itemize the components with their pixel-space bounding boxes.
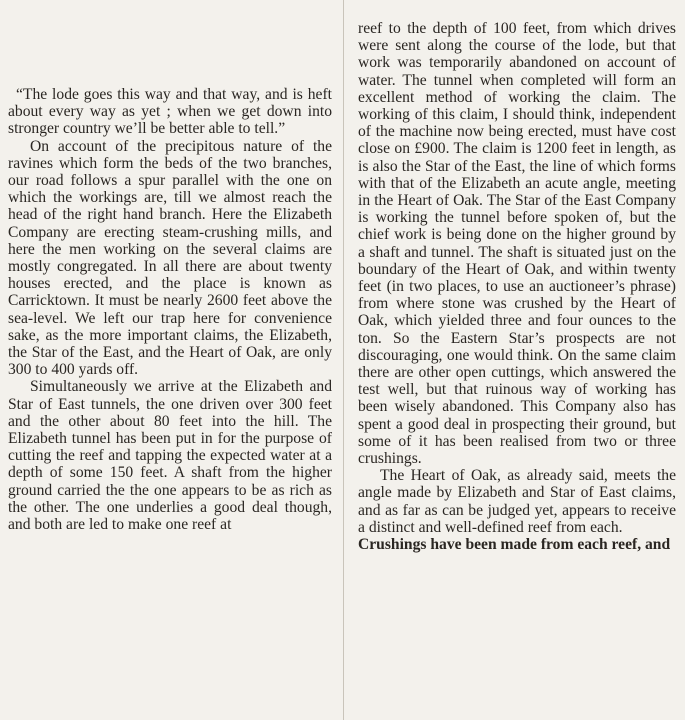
paragraph-tunnels: Simultaneously we arrive at the Elizabeth and Star of East tunnels, the one driven over 300 feet and the other about 80 feet into the hill. The Elizabeth tunnel has been put in for the purpose of cutting the reef and tapping the expected water at a depth of some 150 feet. A shaft from the higher ground carried the the one appears to be as rich as the other. The one underlies a good deal though, and both are led to make one reef at	[8, 378, 332, 534]
right-column	[358, 0, 676, 553]
left-column	[8, 0, 332, 533]
paragraph-reef-depth: reef to the depth of 100 feet, from which drives were sent along the course of the lode, but that work was temporarily abandoned on account of water. The tunnel when completed will form an excellent method of working the claim. The working of this claim, I should think, independent of the machine now being erected, must have cost close on £900. The claim is 1200 feet in length, as is also the Star of the East, the line of which forms with that of the Elizabeth an acute angle, meeting in the Heart of Oak. The Star of the East Company is working the tunnel before spoken of, but the chief work is being done on the higher ground by a shaft and tunnel. The shaft is situated just on the boundary of the Heart of Oak, and within twenty feet (in two places, to use an auctioneer’s phrase) from where stone was crushed by the Heart of Oak, which yielded three and four ounces to the ton. So the Eastern Star’s prospects are not discouraging, one would think. On the same claim there are other open cuttings, which answered the test well, but that ruinous way of working has been wisely abandoned. This Company also has spent a good deal in prospecting their ground, but some of it has been realised from two or three crushings.	[358, 20, 676, 468]
paragraph-ravines: On account of the precipitous nature of the ravines which form the beds of the two branches, our road follows a spur parallel with the one on which the workings are, till we almost reach the head of the right hand branch. Here the Elizabeth Company are erecting steam-crushing mills, and here the men working on the several claims are mostly congregated. In all there are about twenty houses erected, and the place is known as Carricktown. It must be nearly 2600 feet above the sea-level. We left our trap here for convenience sake, as the more important claims, the Elizabeth, the Star of the East, and the Heart of Oak, are only 300 to 400 yards off.	[8, 137, 332, 379]
paragraph-quote: “The lode goes this way and that way, and is heft about every way as yet ; when we get down into stronger country we’ll be better able to tell.”	[8, 86, 332, 138]
paragraph-heart-of-oak: The Heart of Oak, as already said, meets the angle made by Elizabeth and Star of East claims, and as far as can be judged yet, appears to receive a distinct and well-defined reef from each.	[358, 467, 676, 536]
column-divider	[343, 0, 344, 720]
paragraph-crushings: Crushings have been made from each reef, and	[358, 536, 671, 554]
